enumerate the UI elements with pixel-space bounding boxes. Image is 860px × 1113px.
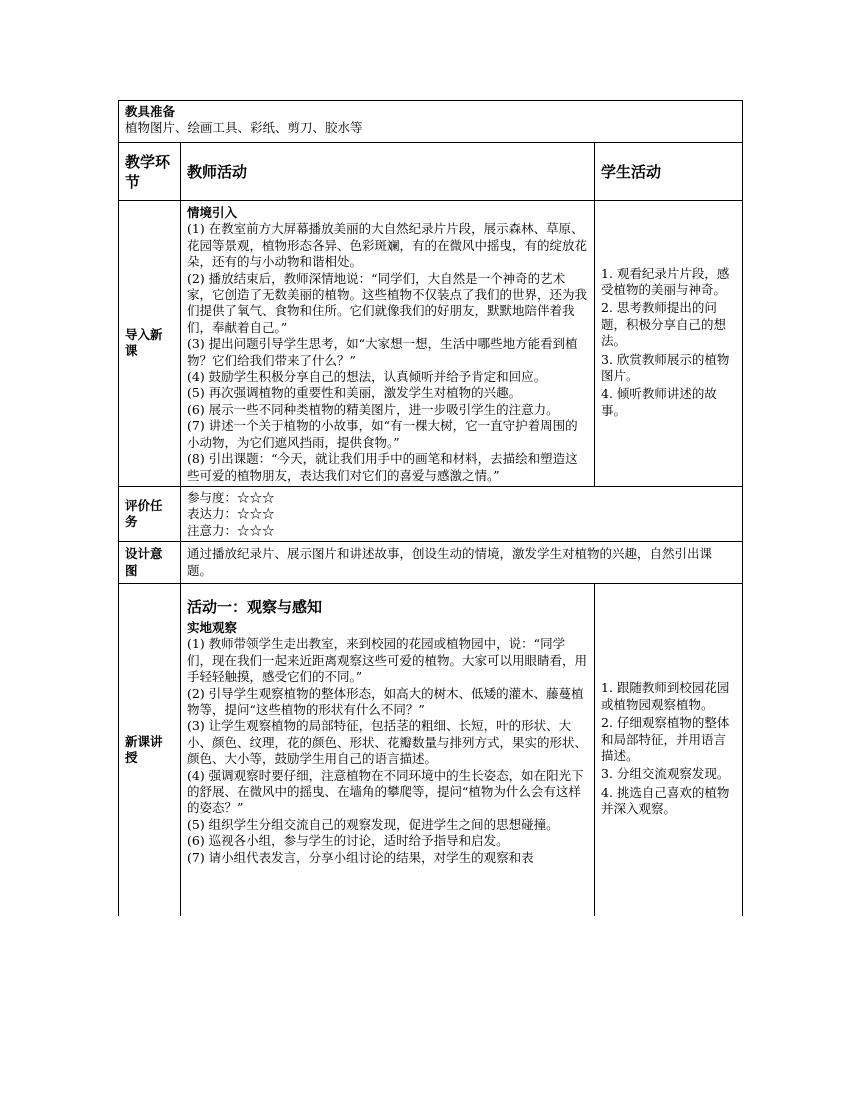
lesson-teacher-cell (181, 583, 595, 916)
intro-teacher-cell (181, 201, 595, 487)
intro-student-cell (595, 201, 743, 487)
intro-student-item: 1. 观看纪录片片段，感受植物的美丽与神奇。 (601, 265, 730, 298)
header-row (119, 143, 743, 201)
lesson-student-item: 4. 挑选自己喜欢的植物并深入观察。 (601, 784, 730, 817)
header-stage: 教学环节 (119, 143, 181, 201)
header-teacher: 教师活动 (181, 143, 595, 201)
prep-row (119, 101, 743, 143)
intro-student-item: 4. 倾听教师讲述的故事。 (601, 386, 717, 418)
lesson-item: (7) 请小组代表发言，分享小组讨论的结果，对学生的观察和表 (187, 849, 534, 865)
eval-cell (181, 486, 743, 541)
lesson-item: (6) 巡视各小组，参与学生的讨论，适时给予指导和启发。 (187, 833, 509, 849)
eval-item: 注意力：☆☆☆ (187, 522, 275, 538)
intro-item: (4) 鼓励学生积极分享自己的想法，认真倾听并给予肯定和回应。 (187, 369, 547, 385)
lesson-student-item: 3. 分组交流观察发现。 (601, 766, 730, 782)
prep-cell (119, 101, 743, 143)
eval-item: 参与度：☆☆☆ (187, 489, 275, 505)
design-text: 通过播放纪录片、展示图片和讲述故事，创设生动的情境，激发学生对植物的兴趣，自然引出课题。 (187, 546, 713, 578)
intro-stage: 导入新课 (119, 201, 181, 487)
lesson-student-cell (595, 583, 743, 916)
lesson-student-item: 2. 仔细观察植物的整体和局部特征，并用语言描述。 (601, 715, 730, 763)
intro-item: (2) 播放结束后，教师深情地说：“同学们，大自然是一个神奇的艺术家，它创造了无数美丽的植物。这些植物不仅装点了我们的世界，还为我们提供了氧气、食物和住所。它们就像我们的好朋友，默默地陪伴着我们，奉献着自己。” (187, 270, 588, 335)
design-row (119, 542, 743, 584)
lesson-stage: 新课讲授 (119, 583, 181, 916)
eval-row (119, 486, 743, 541)
design-cell (181, 542, 743, 584)
eval-item: 表达力：☆☆☆ (187, 506, 275, 522)
intro-subtitle: 情境引入 (187, 205, 238, 220)
intro-item: (8) 引出课题：“今天，就让我们用手中的画笔和材料，去描绘和塑造这些可爱的植物朋友，表达我们对它们的喜爱与感激之情。” (187, 451, 578, 483)
prep-text: 植物图片、绘画工具、彩纸、剪刀、胶水等 (125, 120, 363, 136)
intro-item: (6) 展示一些不同种类植物的精美图片，进一步吸引学生的注意力。 (187, 401, 559, 417)
lesson-item: (4) 强调观察时要仔细，注意植物在不同环境中的生长姿态，如在阳光下的舒展、在微风中的摇曳、在墙角的攀爬等，提问“植物为什么会有这样的姿态？” (187, 767, 584, 816)
activity-title: 活动一：观察与感知 (187, 597, 323, 616)
lesson-subtitle: 实地观察 (187, 619, 238, 635)
lesson-student-item: 1. 跟随教师到校园花园或植物园观察植物。 (601, 680, 730, 712)
intro-item: (5) 再次强调植物的重要性和美丽，激发学生对植物的兴趣。 (187, 385, 522, 401)
lesson-item: (3) 让学生观察植物的局部特征，包括茎的粗细、长短，叶的形状、大小、颜色、纹理，花的颜色、形状、花瓣数量与排列方式，果实的形状、颜色、大小等，鼓励学生用自己的语言描述。 (187, 718, 588, 767)
lesson-plan-table (118, 100, 743, 916)
intro-item: (1) 在教室前方大屏幕播放美丽的大自然纪录片片段，展示森林、草原、花园等景观，植物形态各异、色彩斑斓，有的在微风中摇曳，有的绽放花朵，还有的与小动物和谐相处。 (187, 221, 588, 270)
intro-item: (7) 讲述一个关于植物的小故事，如“有一棵大树，它一直守护着周围的小动物，为它们遮风挡雨，提供食物。” (187, 418, 578, 450)
lesson-item: (2) 引导学生观察植物的整体形态，如高大的树木、低矮的灌木、藤蔓植物等，提问“这些植物的形状有什么不同？” (187, 685, 584, 717)
lesson-item: (5) 组织学生分组交流自己的观察发现，促进学生之间的思想碰撞。 (187, 816, 559, 832)
eval-stage: 评价任务 (119, 486, 181, 541)
intro-item: (3) 提出问题引导学生思考，如“大家想一想，生活中哪些地方能看到植物？它们给我们带来了什么？” (187, 336, 578, 368)
prep-title: 教具准备 (125, 104, 176, 119)
intro-row (119, 201, 743, 487)
design-stage: 设计意图 (119, 542, 181, 584)
lesson-item: (1) 教师带领学生走出教室，来到校园的花园或植物园中，说：“同学们，现在我们一起来近距离观察这些可爱的植物。大家可以用眼睛看，用手轻轻触摸，感受它们的不同。” (187, 636, 588, 685)
lesson-row (119, 583, 743, 916)
header-student: 学生活动 (595, 143, 743, 201)
intro-student-item: 2. 思考教师提出的问题，积极分享自己的想法。 (601, 300, 727, 349)
intro-student-item: 3. 欣赏教师展示的植物图片。 (601, 351, 730, 384)
lesson-plan-page (118, 100, 742, 916)
